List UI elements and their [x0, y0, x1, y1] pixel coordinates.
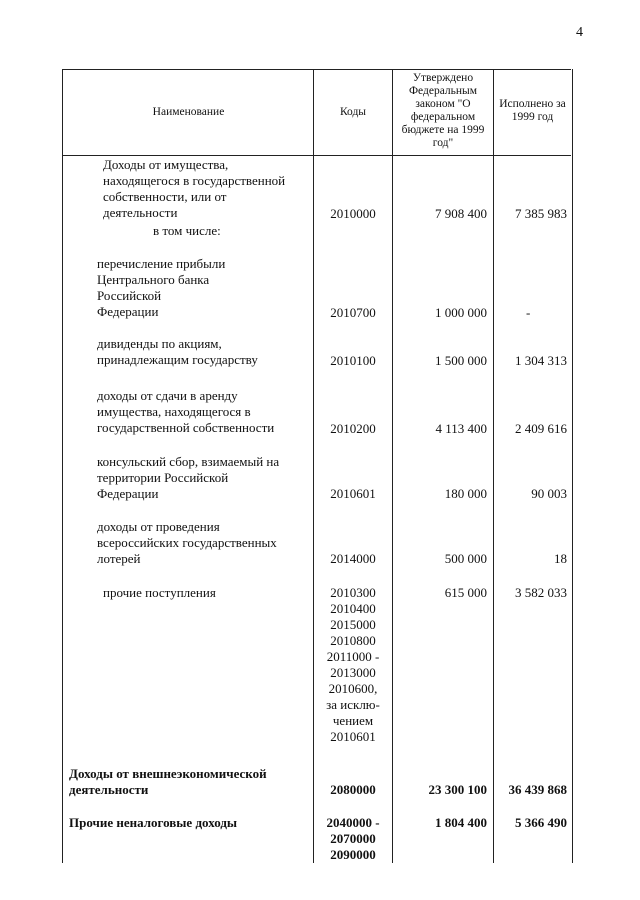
row-code: 2080000: [330, 782, 376, 797]
row-name: доходы от сдачи в аренду имущества, находящегося в государственной собственности: [97, 388, 275, 435]
row-executed: 36 439 868: [508, 782, 567, 797]
row-name: перечисление прибыли Центрального банка Российской Федерации: [97, 256, 226, 319]
table-top-border: [62, 69, 571, 70]
row-executed: 7 385 983: [515, 206, 567, 221]
row-name: дивиденды по акциям, принадлежащим государству: [97, 336, 258, 367]
row-approved: 1 500 000: [435, 353, 487, 368]
row-code: 2010200: [330, 421, 376, 436]
header-approved: Утверждено Федеральным законом "О федеральном бюджете на 1999 год": [401, 72, 485, 149]
row-name: Доходы от внешнеэкономической деятельности: [69, 766, 267, 797]
row-approved: 23 300 100: [428, 782, 487, 797]
column-divider-executed: [493, 69, 494, 863]
row-executed: 1 304 313: [515, 353, 567, 368]
row-code: 2040000 - 2070000 2090000: [326, 815, 380, 862]
row-executed: -: [526, 305, 531, 320]
row-approved: 7 908 400: [435, 206, 487, 221]
row-code: 2010300 2010400 2015000 2010800 2011000 - 2013000 2010600, за исклю- чением 2010601: [326, 585, 380, 744]
row-approved: 4 113 400: [435, 421, 487, 436]
row-executed: 90 003: [531, 486, 567, 501]
page-number: 4: [576, 25, 583, 40]
row-executed: 18: [554, 551, 567, 566]
header-codes: Коды: [339, 106, 367, 118]
header-bottom-border: [62, 155, 571, 156]
header-name: Наименование: [152, 106, 225, 118]
row-code: 2010000: [330, 206, 376, 221]
row-name: Доходы от имущества, находящегося в государственной собственности, или от деятельности: [103, 157, 286, 220]
column-divider-approved: [392, 69, 393, 863]
row-approved: 1 804 400: [435, 815, 487, 830]
row-code: 2010601: [330, 486, 376, 501]
row-executed: 5 366 490: [515, 815, 567, 830]
row-name: консульский сбор, взимаемый на территории Российской Федерации: [97, 454, 280, 501]
row-name: прочие поступления: [103, 585, 216, 600]
header-executed: Исполнено за 1999 год: [499, 98, 566, 123]
row-code: 2014000: [330, 551, 376, 566]
row-name: доходы от проведения всероссийских государственных лотерей: [97, 519, 277, 566]
row-name: Прочие неналоговые доходы: [69, 815, 238, 830]
row-approved: 615 000: [444, 585, 487, 600]
row-approved: 500 000: [444, 551, 487, 566]
row-executed: 3 582 033: [515, 585, 567, 600]
row-approved: 1 000 000: [435, 305, 487, 320]
row-executed: 2 409 616: [515, 421, 567, 436]
row-approved: 180 000: [444, 486, 487, 501]
row-code: 2010700: [330, 305, 376, 320]
row-code: 2010100: [330, 353, 376, 368]
row-subtitle: в том числе:: [153, 223, 221, 238]
